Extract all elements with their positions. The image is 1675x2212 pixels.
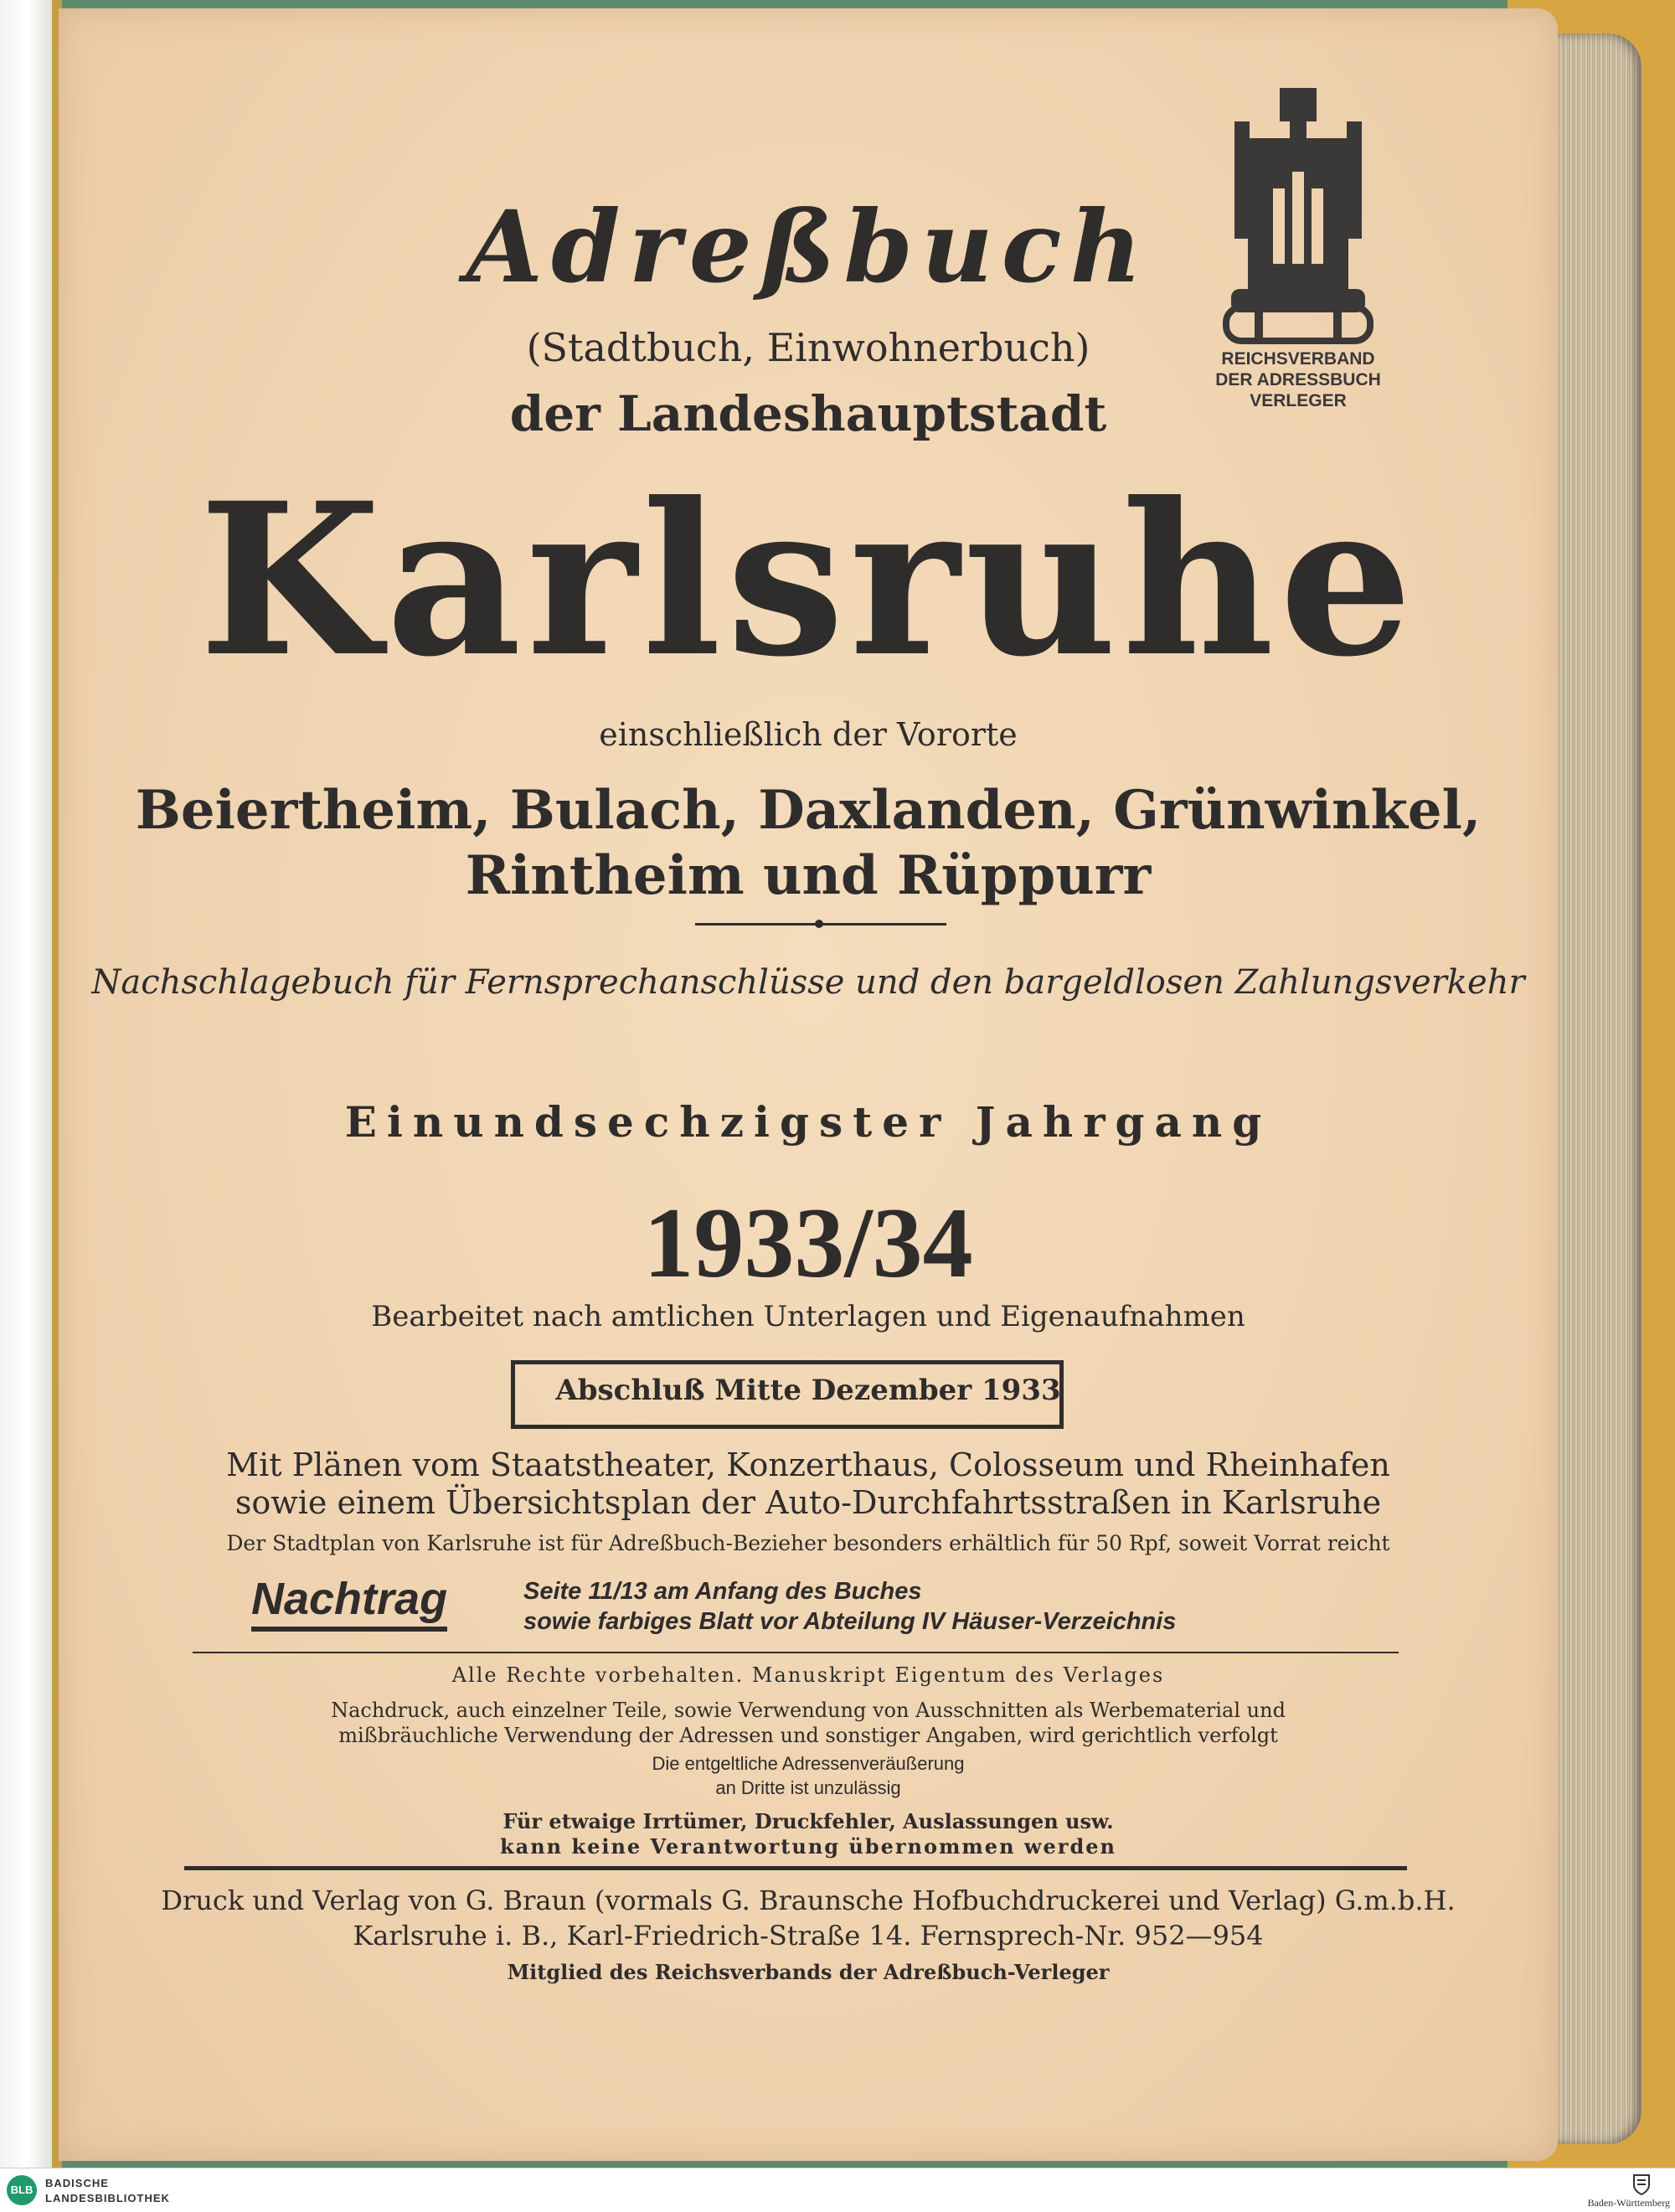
library-name-line-1[interactable]: BADISCHE bbox=[45, 2177, 109, 2189]
plans-line-1: Mit Plänen vom Staatstheater, Konzerthaus, Colosseum und Rheinhafen bbox=[226, 1446, 1390, 1483]
ornament-dot bbox=[815, 920, 823, 928]
emblem-line-2: DER ADRESSBUCH bbox=[1215, 370, 1381, 389]
page-title: Adreßbuch bbox=[466, 188, 1151, 305]
blb-logo-icon[interactable]: BLB bbox=[7, 2175, 37, 2205]
page-subtitle: (Stadtbuch, Einwohnerbuch) bbox=[526, 325, 1090, 370]
city-name: Karlsruhe bbox=[198, 456, 1418, 703]
sale-line-2: an Dritte ist unzulässig bbox=[715, 1777, 901, 1798]
sale-line-1: Die entgeltliche Adressenveräußerung bbox=[652, 1753, 965, 1774]
publisher-line-1: Druck und Verlag von G. Braun (vormals G. Braunsche Hofbuchdruckerei und Verlag) G.m.b.H. bbox=[161, 1885, 1456, 1916]
title-page bbox=[59, 8, 1558, 2161]
emblem-line-3: VERLEGER bbox=[1250, 391, 1347, 410]
library-name-line-2[interactable]: LANDESBIBLIOTHEK bbox=[45, 2192, 170, 2204]
including-text: einschließlich der Vororte bbox=[599, 716, 1018, 753]
suburbs-line-2: Rintheim und Rüppurr bbox=[465, 844, 1152, 907]
nachtrag-line-2: sowie farbiges Blatt vor Abteilung IV Häuser-Verzeichnis bbox=[523, 1608, 1177, 1635]
nachtrag-line-1: Seite 11/13 am Anfang des Buches bbox=[523, 1578, 922, 1605]
state-label[interactable]: Baden-Württemberg bbox=[1587, 2197, 1670, 2209]
rights-line-1: Alle Rechte vorbehalten. Manuskript Eigentum des Verlages bbox=[451, 1663, 1165, 1687]
liability-line-2: kann keine Verantwortung übernommen werden bbox=[500, 1834, 1116, 1859]
reference-text: Nachschlagebuch für Fernsprechanschlüsse und den bargeldlosen Zahlungsverkehr bbox=[91, 963, 1525, 1002]
closing-text: Abschluß Mitte Dezember 1933 bbox=[555, 1374, 1061, 1407]
suburbs-line-1: Beiertheim, Bulach, Daxlanden, Grünwinkel, bbox=[135, 779, 1482, 842]
thin-rule bbox=[193, 1652, 1399, 1653]
city-prefix: der Landeshauptstadt bbox=[509, 385, 1107, 442]
coat-of-arms-icon[interactable] bbox=[1629, 2172, 1654, 2197]
liability-line-1: Für etwaige Irrtümer, Druckfehler, Auslassungen usw. bbox=[502, 1809, 1114, 1833]
member-text: Mitglied des Reichsverbands der Adreßbuch-Verleger bbox=[507, 1960, 1110, 1984]
viewer-footer bbox=[0, 2168, 1675, 2212]
plans-line-2: sowie einem Übersichtsplan der Auto-Durchfahrtsstraßen in Karlsruhe bbox=[234, 1484, 1382, 1521]
year-text: 1933/34 bbox=[643, 1187, 973, 1298]
emblem-line-1: REICHSVERBAND bbox=[1221, 349, 1375, 369]
edition-text: Einundsechzigster Jahrgang bbox=[344, 1097, 1272, 1147]
rights-line-3: mißbräuchliche Verwendung der Adressen und sonstiger Angaben, wird gerichtlich verfolgt bbox=[338, 1724, 1278, 1747]
city-plan-note: Der Stadtplan von Karlsruhe ist für Adreßbuch-Bezieher besonders erhältlich für 50 Rpf, soweit Vorrat reicht bbox=[226, 1531, 1390, 1555]
thick-rule bbox=[184, 1866, 1407, 1870]
nachtrag-heading: Nachtrag bbox=[251, 1573, 447, 1632]
rights-line-2: Nachdruck, auch einzelner Teile, sowie Verwendung von Ausschnitten als Werbematerial und bbox=[331, 1699, 1286, 1722]
edited-text: Bearbeitet nach amtlichen Unterlagen und Eigenaufnahmen bbox=[371, 1300, 1245, 1333]
publisher-line-2: Karlsruhe i. B., Karl-Friedrich-Straße 14. Fernsprech-Nr. 952—954 bbox=[353, 1920, 1264, 1952]
reichsverband-emblem-icon bbox=[1214, 88, 1382, 419]
